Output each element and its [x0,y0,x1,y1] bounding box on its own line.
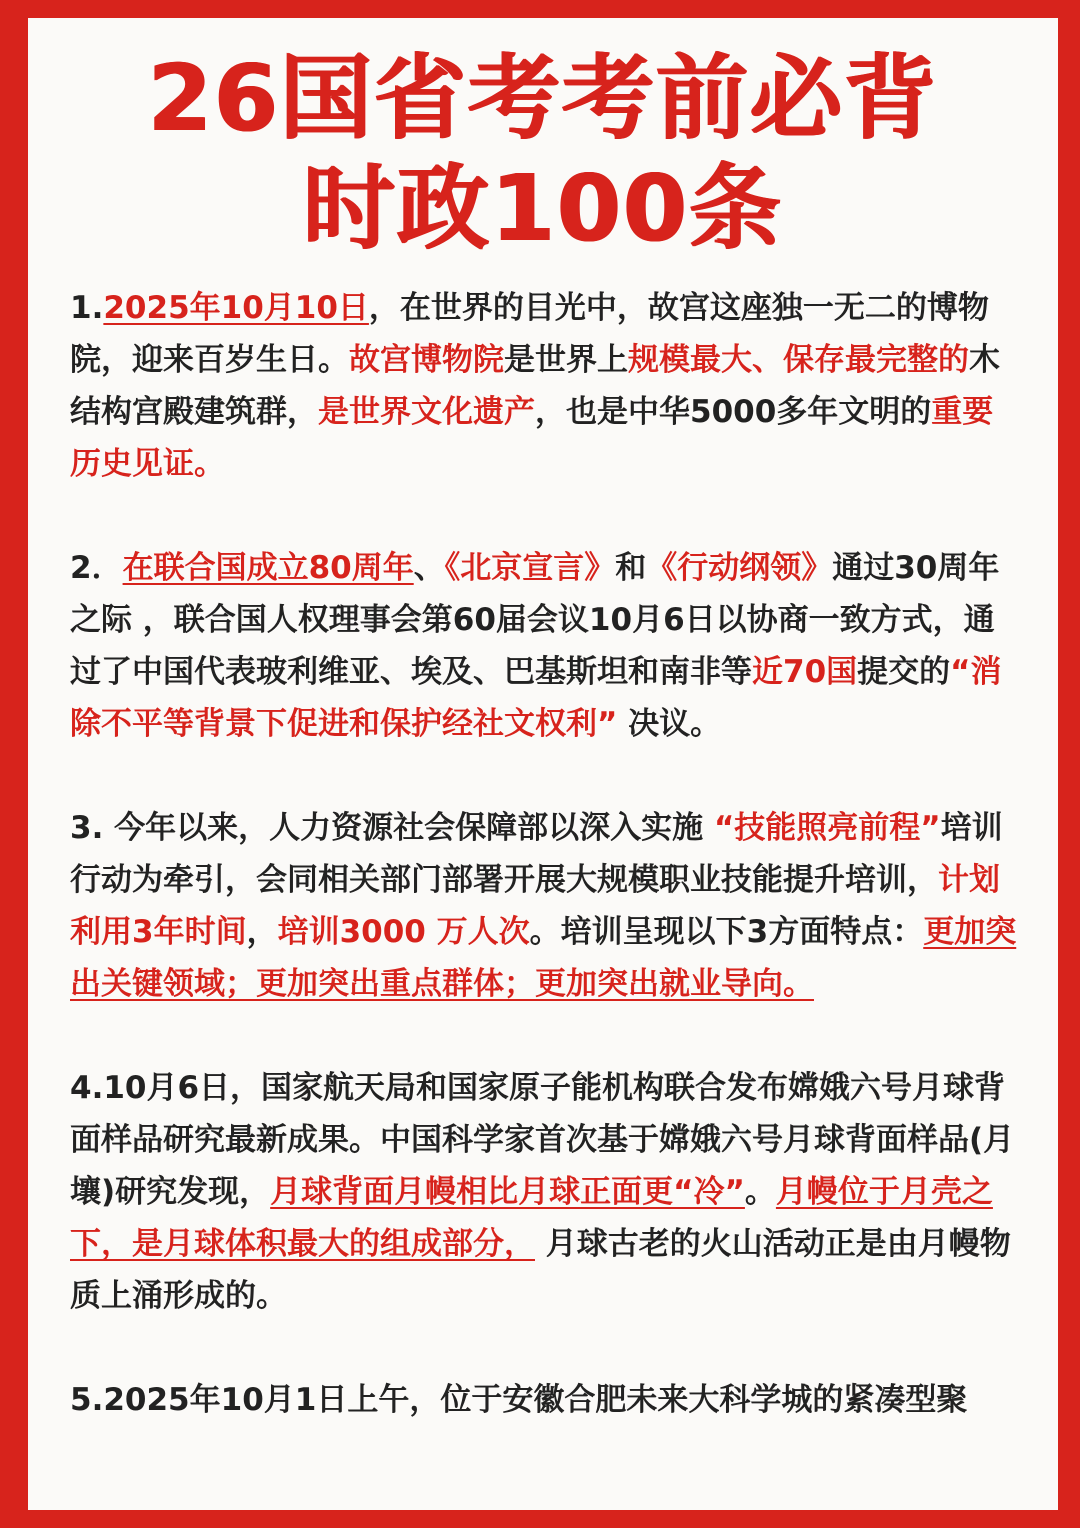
news-item-3 [70,802,1020,1010]
highlight-segment: 《北京宣言》 [444,550,616,586]
text-segment: 4.10月6日，国家航天局和国家原子能机构联合发布嫦娥六号月球背面样品研究最新成果。中国科学家首次基于嫦娥六号月球背面样品(月壤)研究发现， [70,1070,1015,1210]
text-segment: 培训行动为牵引，会同相关部门部署开展大规模职业技能提升培训， [70,810,1003,898]
text-segment: 决议。 [617,706,722,742]
highlight-segment: 计划利用3年时间 [70,862,1000,950]
text-segment: ， [246,914,278,950]
text-segment: 5.2025年10月1日上午，位于安徽合肥未来大科学城的紧凑型聚 [70,1382,968,1418]
highlight-segment: 是世界文化遗产 [318,394,535,430]
news-item-4 [70,1062,1020,1322]
text-segment: 通过30周年之际 ，联合国人权理事会第60届会议10月6日以协商一致方式，通过了中国代表玻利维亚、埃及、巴基斯坦和南非等 [70,550,1000,690]
text-segment: 提交的 [857,654,951,690]
highlight-segment: 2025年10月10日 [103,290,369,326]
text-segment: 3. 今年以来，人力资源社会保障部以深入实施 [70,810,714,846]
highlight-segment: 培训3000 万人次 [277,914,530,950]
highlight-segment: 月幔位于月壳之下，是月球体积最大的组成部分， [70,1174,993,1262]
highlight-segment: “消除不平等背景下促进和保护经社文权利” [70,654,1002,742]
news-item-5 [70,1374,1020,1426]
text-segment: 和 [615,550,647,586]
highlight-segment: 重要历史见证。 [70,394,994,482]
text-segment: 是世界上 [504,342,628,378]
highlight-segment: 《行动纲领》 [646,550,833,586]
text-segment: ，在世界的目光中，故宫这座独一无二的博物院，迎来百岁生日。 [70,290,989,378]
title-line-1: 26国省考考前必背 [147,45,939,152]
highlight-segment: 故宫博物院 [349,342,504,378]
news-item-2 [70,542,1020,750]
highlight-segment: 规模最大、保存最完整的 [628,342,969,378]
text-segment: 月球古老的火山活动正是由月幔物质上涌形成的。 [70,1226,1011,1314]
text-segment: 2． [70,550,123,586]
poster-title [28,44,1058,264]
news-list [70,282,1020,1478]
poster-frame [28,18,1058,1510]
text-segment: 1. [70,290,104,326]
text-segment: 。培训呈现以下3方面特点： [529,914,924,950]
highlight-segment: 近70国 [752,654,858,690]
text-segment: 木结构宫殿建筑群， [70,342,1000,430]
title-line-2: 时政100条 [302,155,784,262]
text-segment: 、 [413,550,445,586]
highlight-segment: 更加突出关键领域；更加突出重点群体；更加突出就业导向。 [70,914,1017,1002]
text-segment: ，也是中华5000多年文明的 [535,394,932,430]
text-segment: 。 [744,1174,776,1210]
highlight-segment: “技能照亮前程” [713,810,941,846]
news-item-1 [70,282,1020,490]
highlight-segment: 月球背面月幔相比月球正面更“冷” [270,1174,745,1210]
highlight-segment: 在联合国成立80周年 [122,550,414,586]
